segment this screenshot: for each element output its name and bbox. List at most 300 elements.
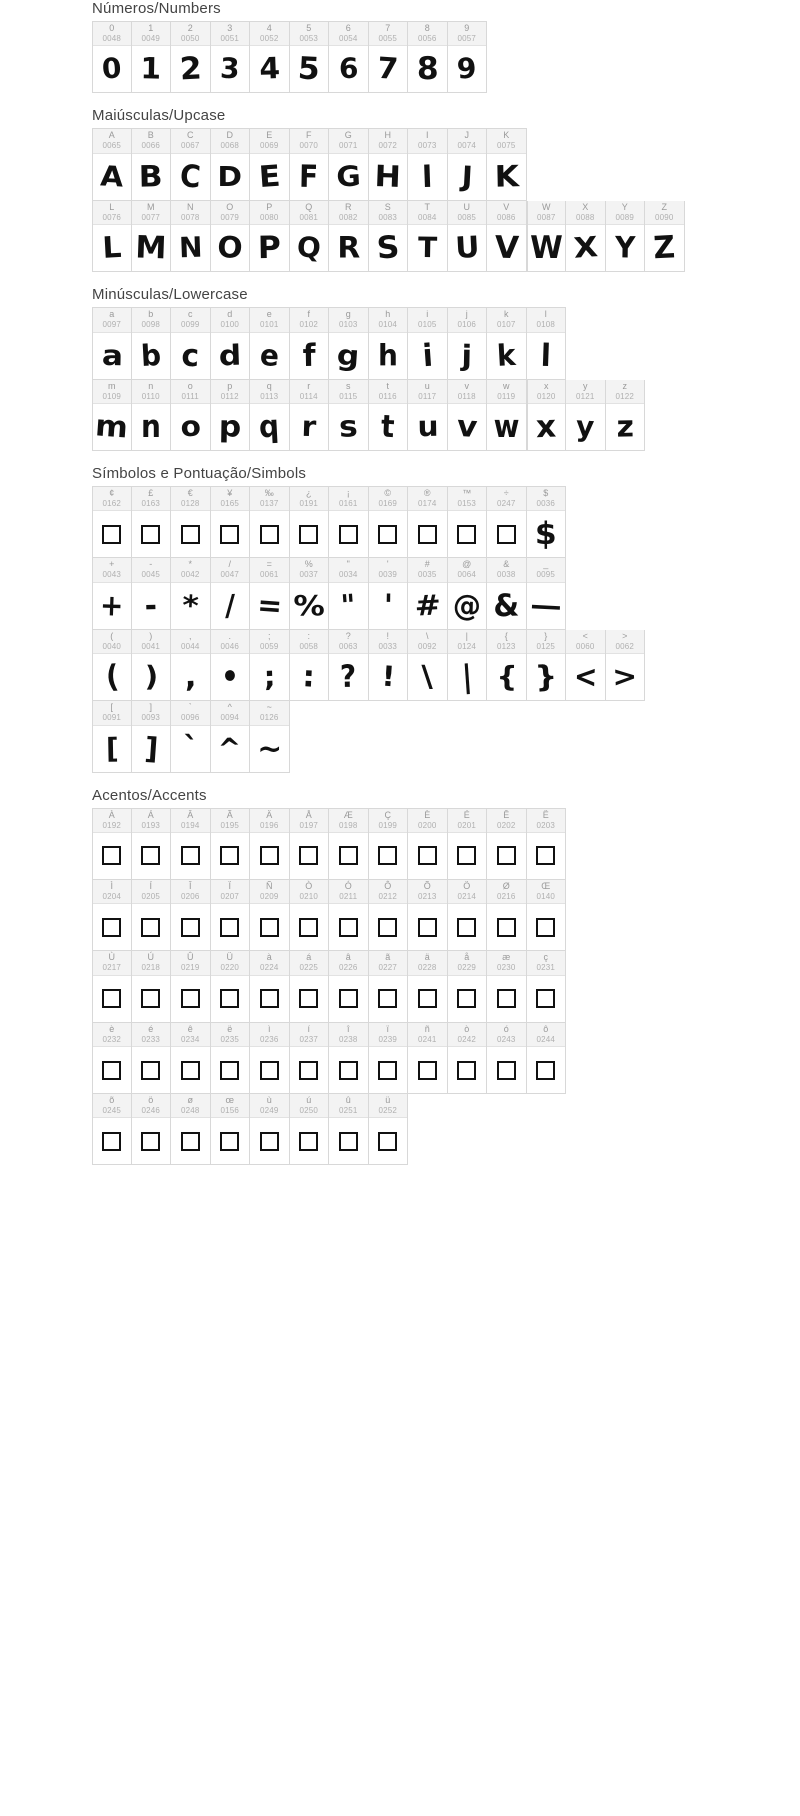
glyph-sample: & (492, 586, 520, 624)
glyph-cell[interactable] (408, 380, 448, 451)
glyph-cell[interactable] (132, 808, 172, 880)
glyph-cell[interactable] (408, 21, 448, 93)
glyph-cell[interactable] (487, 380, 527, 451)
glyph-preview (527, 833, 566, 879)
glyph-cell[interactable] (211, 880, 251, 951)
glyph-sample: ` (182, 729, 198, 767)
glyph-preview (132, 225, 171, 271)
glyph-code-label: 0107 (496, 320, 516, 330)
glyph-sample: ( (104, 658, 120, 696)
glyph-cell[interactable] (211, 21, 251, 93)
glyph-cell[interactable] (290, 128, 330, 200)
glyph-code-label: 0089 (615, 212, 635, 222)
glyph-char-label: _ (543, 559, 549, 570)
glyph-cell[interactable] (290, 486, 330, 558)
glyph-cell[interactable] (527, 380, 567, 451)
glyph-cell[interactable] (566, 380, 606, 451)
glyph-row (92, 380, 527, 451)
glyph-char-label: Õ (423, 880, 431, 891)
glyph-cell-header (290, 22, 329, 46)
glyph-cell[interactable] (487, 808, 527, 880)
glyph-cell[interactable] (92, 1094, 132, 1165)
glyph-preview (369, 225, 408, 271)
glyph-cell[interactable] (92, 128, 132, 200)
glyph-char-label: ) (149, 630, 153, 641)
glyph-preview (290, 404, 329, 450)
glyph-cell[interactable] (171, 701, 211, 772)
glyph-cell[interactable] (369, 1094, 409, 1165)
glyph-sample: J (460, 159, 473, 194)
glyph-cell[interactable] (171, 1023, 211, 1094)
glyph-cell-header (408, 129, 447, 153)
glyph-char-label: p (227, 380, 233, 391)
glyph-cell-header (171, 809, 210, 833)
glyph-cell[interactable] (290, 380, 330, 451)
glyph-cell[interactable] (448, 630, 488, 701)
glyph-cell[interactable] (132, 880, 172, 951)
glyph-cell[interactable] (408, 201, 448, 272)
glyph-preview (487, 333, 526, 379)
glyph-cell[interactable] (566, 630, 606, 701)
glyph-cell[interactable] (487, 880, 527, 951)
glyph-cell-header (408, 487, 447, 511)
glyph-cell[interactable] (527, 808, 567, 880)
glyph-cell[interactable] (290, 307, 330, 379)
glyph-cell[interactable] (171, 558, 211, 629)
glyph-cell[interactable] (92, 701, 132, 772)
glyph-cell[interactable] (369, 486, 409, 558)
glyph-cell[interactable] (527, 880, 567, 951)
glyph-cell-header (527, 558, 566, 582)
glyph-cell[interactable] (92, 951, 132, 1022)
glyph-cell[interactable] (448, 201, 488, 272)
glyph-cell[interactable] (408, 1023, 448, 1094)
glyph-cell[interactable] (369, 128, 409, 200)
glyph-grid (92, 307, 792, 451)
glyph-code-label: 0112 (220, 391, 239, 401)
glyph-char-label: ø (187, 1095, 193, 1106)
glyph-cell[interactable] (606, 201, 646, 272)
glyph-code-label: 0040 (102, 641, 122, 651)
glyph-cell[interactable] (408, 128, 448, 200)
glyph-code-label: 0062 (615, 641, 635, 651)
notdef-box-icon (220, 918, 239, 937)
glyph-cell[interactable] (606, 380, 646, 451)
glyph-cell[interactable] (171, 21, 211, 93)
glyph-cell[interactable] (290, 1023, 330, 1094)
glyph-cell[interactable] (369, 201, 409, 272)
notdef-box-icon (260, 918, 279, 937)
glyph-cell[interactable] (132, 201, 172, 272)
glyph-cell[interactable] (329, 307, 369, 379)
glyph-cell-header (250, 22, 289, 46)
glyph-cell[interactable] (92, 630, 132, 701)
glyph-char-label: y (583, 380, 588, 391)
glyph-cell[interactable] (92, 21, 132, 93)
glyph-sample: 8 (416, 50, 438, 87)
glyph-code-label: 0067 (180, 141, 200, 151)
glyph-cell[interactable] (408, 880, 448, 951)
glyph-cell[interactable] (171, 307, 211, 379)
glyph-cell[interactable] (369, 808, 409, 880)
glyph-cell[interactable] (211, 128, 251, 200)
glyph-preview (290, 583, 329, 629)
glyph-row (92, 201, 527, 272)
glyph-cell[interactable] (290, 558, 330, 629)
glyph-cell[interactable] (290, 951, 330, 1022)
glyph-char-label: u (424, 380, 430, 391)
glyph-cell[interactable] (290, 21, 330, 93)
glyph-preview (171, 154, 210, 200)
glyph-char-label: á (306, 952, 312, 963)
glyph-code-label: 0047 (220, 570, 240, 580)
glyph-code-label: 0093 (141, 713, 161, 723)
glyph-preview (250, 404, 289, 450)
glyph-preview (171, 654, 210, 700)
glyph-code-label: 0193 (141, 820, 161, 830)
glyph-code-label: 0078 (180, 212, 200, 222)
glyph-cell[interactable] (290, 630, 330, 701)
glyph-cell-header (329, 201, 368, 225)
glyph-cell[interactable] (132, 21, 172, 93)
glyph-sample: b (140, 337, 162, 373)
glyph-cell-header (408, 1023, 447, 1047)
glyph-cell[interactable] (408, 808, 448, 880)
glyph-cell[interactable] (329, 486, 369, 558)
glyph-cell[interactable] (645, 201, 685, 272)
glyph-cell-header (408, 201, 447, 225)
glyph-cell[interactable] (132, 128, 172, 200)
glyph-cell[interactable] (369, 630, 409, 701)
notdef-box-icon (141, 1061, 160, 1080)
glyph-cell[interactable] (250, 307, 290, 379)
notdef-box-icon (299, 989, 318, 1008)
glyph-code-label: 0101 (259, 320, 279, 330)
glyph-cell[interactable] (211, 701, 251, 772)
glyph-cell[interactable] (527, 558, 567, 629)
glyph-preview (93, 154, 131, 200)
glyph-code-label: 0033 (378, 641, 398, 651)
glyph-char-label: - (149, 559, 153, 570)
glyph-code-label: 0239 (378, 1034, 398, 1044)
glyph-cell[interactable] (250, 1094, 290, 1165)
glyph-cell[interactable] (211, 808, 251, 880)
glyph-cell-header (93, 129, 131, 153)
glyph-cell-header (290, 129, 329, 153)
glyph-preview (487, 511, 526, 557)
glyph-cell[interactable] (408, 558, 448, 629)
glyph-cell[interactable] (448, 951, 488, 1022)
glyph-cell[interactable] (448, 307, 488, 379)
glyph-cell[interactable] (171, 1094, 211, 1165)
glyph-cell-header (290, 880, 329, 904)
glyph-sample: U (454, 229, 480, 266)
glyph-cell-header (171, 558, 210, 582)
notdef-box-icon (536, 989, 555, 1008)
glyph-preview (329, 1118, 368, 1164)
glyph-cell[interactable] (211, 1094, 251, 1165)
glyph-char-label: + (109, 559, 115, 570)
glyph-row (92, 951, 566, 1022)
glyph-cell[interactable] (132, 1094, 172, 1165)
glyph-cell-header (329, 951, 368, 975)
glyph-sample: E (257, 158, 281, 195)
glyph-cell[interactable] (448, 21, 488, 93)
glyph-code-label: 0224 (259, 963, 279, 973)
glyph-cell[interactable] (171, 128, 211, 200)
glyph-cell[interactable] (369, 307, 409, 379)
glyph-cell[interactable] (329, 1094, 369, 1165)
glyph-cell[interactable] (171, 486, 211, 558)
glyph-cell[interactable] (329, 951, 369, 1022)
glyph-cell[interactable] (527, 201, 567, 272)
glyph-char-label: & (503, 559, 510, 570)
glyph-cell[interactable] (250, 880, 290, 951)
glyph-preview (132, 404, 171, 450)
glyph-cell-header (250, 1023, 289, 1047)
glyph-cell[interactable] (132, 558, 172, 629)
glyph-cell-header (171, 951, 210, 975)
glyph-section-lowercase (0, 286, 800, 451)
glyph-cell[interactable] (92, 307, 132, 379)
glyph-cell[interactable] (369, 951, 409, 1022)
glyph-cell[interactable] (132, 951, 172, 1022)
glyph-cell[interactable] (171, 380, 211, 451)
glyph-cell-header (290, 308, 329, 332)
glyph-preview (132, 1118, 171, 1164)
glyph-cell[interactable] (290, 1094, 330, 1165)
glyph-cell[interactable] (211, 558, 251, 629)
glyph-cell[interactable] (250, 486, 290, 558)
glyph-cell[interactable] (369, 558, 409, 629)
glyph-code-label: 0046 (220, 641, 240, 651)
glyph-char-label: * (188, 559, 192, 570)
glyph-section-numbers (0, 0, 800, 93)
glyph-cell-header (606, 630, 645, 654)
glyph-cell[interactable] (211, 630, 251, 701)
glyph-code-label: 0124 (457, 641, 477, 651)
glyph-cell[interactable] (487, 486, 527, 558)
glyph-char-label: i (426, 309, 429, 320)
glyph-cell[interactable] (329, 630, 369, 701)
glyph-sample: K (494, 158, 519, 194)
notdef-box-icon (102, 1061, 121, 1080)
glyph-preview (566, 225, 605, 271)
notdef-box-icon (260, 1132, 279, 1151)
glyph-cell[interactable] (487, 951, 527, 1022)
glyph-code-label: 0113 (260, 391, 279, 401)
section-title: Maiúsculas/Upcase (92, 107, 226, 125)
glyph-char-label: Ó (344, 880, 352, 891)
glyph-cell[interactable] (448, 558, 488, 629)
glyph-cell[interactable] (211, 951, 251, 1022)
glyph-preview (211, 1047, 250, 1093)
glyph-cell[interactable] (250, 808, 290, 880)
glyph-row (92, 558, 566, 629)
glyph-code-label: 0163 (141, 498, 161, 508)
glyph-code-label: 0156 (220, 1106, 240, 1116)
glyph-cell-header (211, 201, 250, 225)
glyph-cell[interactable] (329, 1023, 369, 1094)
glyph-cell[interactable] (369, 880, 409, 951)
glyph-char-label: . (228, 630, 231, 641)
glyph-cell[interactable] (250, 701, 290, 772)
glyph-preview (527, 904, 566, 950)
glyph-cell[interactable] (250, 380, 290, 451)
glyph-cell[interactable] (290, 880, 330, 951)
glyph-cell[interactable] (448, 808, 488, 880)
glyph-preview (527, 511, 566, 557)
glyph-cell[interactable] (92, 1023, 132, 1094)
glyph-cell[interactable] (448, 380, 488, 451)
glyph-char-label: [ (110, 702, 113, 713)
glyph-cell[interactable] (250, 630, 290, 701)
glyph-cell[interactable] (92, 880, 132, 951)
glyph-cell-header (93, 951, 131, 975)
glyph-char-label: ÷ (503, 487, 509, 498)
glyph-cell[interactable] (408, 307, 448, 379)
notdef-box-icon (536, 1061, 555, 1080)
glyph-cell[interactable] (369, 380, 409, 451)
glyph-code-label: 0100 (220, 320, 240, 330)
glyph-cell[interactable] (448, 880, 488, 951)
glyph-char-label: Ë (542, 809, 549, 820)
glyph-preview (290, 1047, 329, 1093)
glyph-char-label: q (266, 380, 272, 391)
glyph-cell[interactable] (448, 486, 488, 558)
notdef-box-icon (536, 846, 555, 865)
glyph-cell[interactable] (250, 558, 290, 629)
glyph-cell[interactable] (132, 486, 172, 558)
glyph-cell[interactable] (290, 808, 330, 880)
glyph-cell[interactable] (527, 307, 567, 379)
glyph-preview (408, 511, 447, 557)
glyph-cell[interactable] (487, 558, 527, 629)
glyph-row (92, 486, 566, 558)
glyph-cell-header (487, 308, 526, 332)
glyph-cell[interactable] (487, 1023, 527, 1094)
glyph-cell[interactable] (329, 880, 369, 951)
glyph-sample: F (299, 157, 319, 195)
glyph-cell[interactable] (329, 201, 369, 272)
glyph-cell[interactable] (250, 21, 290, 93)
glyph-cell-header (132, 809, 171, 833)
glyph-cell[interactable] (527, 951, 567, 1022)
glyph-cell[interactable] (211, 307, 251, 379)
glyph-cell[interactable] (527, 630, 567, 701)
glyph-preview (408, 1047, 447, 1093)
glyph-cell[interactable] (487, 307, 527, 379)
glyph-sample: , (183, 659, 197, 695)
glyph-char-label: 0 (109, 23, 115, 33)
glyph-cell[interactable] (290, 201, 330, 272)
glyph-cell-header (211, 701, 250, 725)
glyph-cell-header (527, 951, 566, 975)
glyph-cell[interactable] (487, 630, 527, 701)
glyph-cell[interactable] (92, 380, 132, 451)
glyph-preview (290, 654, 329, 700)
glyph-cell[interactable] (132, 701, 172, 772)
glyph-cell[interactable] (132, 380, 172, 451)
glyph-cell[interactable] (171, 880, 211, 951)
glyph-cell[interactable] (211, 380, 251, 451)
glyph-cell[interactable] (329, 558, 369, 629)
glyph-cell[interactable] (171, 201, 211, 272)
glyph-cell[interactable] (606, 630, 646, 701)
glyph-cell[interactable] (329, 808, 369, 880)
glyph-cell[interactable] (92, 558, 132, 629)
glyph-cell[interactable] (132, 1023, 172, 1094)
glyph-sample: ] (143, 730, 159, 766)
notdef-box-icon (102, 918, 121, 937)
glyph-char-label: ì (267, 1023, 271, 1034)
glyph-preview (369, 154, 408, 200)
glyph-cell[interactable] (369, 1023, 409, 1094)
glyph-cell-header (211, 380, 250, 404)
glyph-cell-header (211, 1094, 250, 1118)
glyph-preview (250, 1118, 289, 1164)
glyph-cell[interactable] (171, 630, 211, 701)
glyph-cell[interactable] (92, 201, 132, 272)
glyph-cell[interactable] (92, 808, 132, 880)
glyph-preview (290, 904, 329, 950)
glyph-char-label: í (307, 1023, 310, 1034)
glyph-cell[interactable] (211, 486, 251, 558)
glyph-cell[interactable] (408, 951, 448, 1022)
glyph-cell[interactable] (487, 128, 527, 200)
glyph-char-label: C (187, 130, 194, 141)
glyph-cell-header (171, 880, 210, 904)
glyph-cell[interactable] (132, 630, 172, 701)
glyph-code-label: 0201 (457, 820, 477, 830)
glyph-cell[interactable] (211, 1023, 251, 1094)
glyph-cell[interactable] (448, 128, 488, 200)
glyph-cell[interactable] (250, 951, 290, 1022)
glyph-sample: d (218, 338, 242, 372)
glyph-cell[interactable] (527, 486, 567, 558)
glyph-cell[interactable] (250, 201, 290, 272)
glyph-cell[interactable] (171, 808, 211, 880)
glyph-cell-header (448, 809, 487, 833)
glyph-char-label: ‰ (264, 487, 274, 498)
glyph-cell[interactable] (566, 201, 606, 272)
glyph-sample: " (339, 587, 357, 623)
notdef-box-icon (339, 525, 358, 544)
glyph-char-label: ] (149, 702, 152, 713)
glyph-code-label: 0203 (536, 820, 556, 830)
glyph-cell[interactable] (329, 128, 369, 200)
glyph-cell[interactable] (408, 486, 448, 558)
glyph-cell[interactable] (487, 201, 527, 272)
glyph-cell[interactable] (448, 1023, 488, 1094)
glyph-char-label: c (188, 309, 193, 320)
glyph-cell[interactable] (92, 486, 132, 558)
glyph-cell[interactable] (329, 21, 369, 93)
glyph-cell[interactable] (171, 951, 211, 1022)
glyph-cell[interactable] (329, 380, 369, 451)
glyph-cell[interactable] (132, 307, 172, 379)
glyph-cell[interactable] (369, 21, 409, 93)
glyph-cell[interactable] (211, 201, 251, 272)
glyph-cell[interactable] (250, 128, 290, 200)
glyph-cell[interactable] (250, 1023, 290, 1094)
glyph-cell[interactable] (408, 630, 448, 701)
glyph-char-label: E (266, 130, 273, 141)
glyph-code-label: 0128 (180, 498, 200, 508)
glyph-cell[interactable] (527, 1023, 567, 1094)
glyph-preview (290, 225, 329, 271)
glyph-cell-header (527, 487, 566, 511)
